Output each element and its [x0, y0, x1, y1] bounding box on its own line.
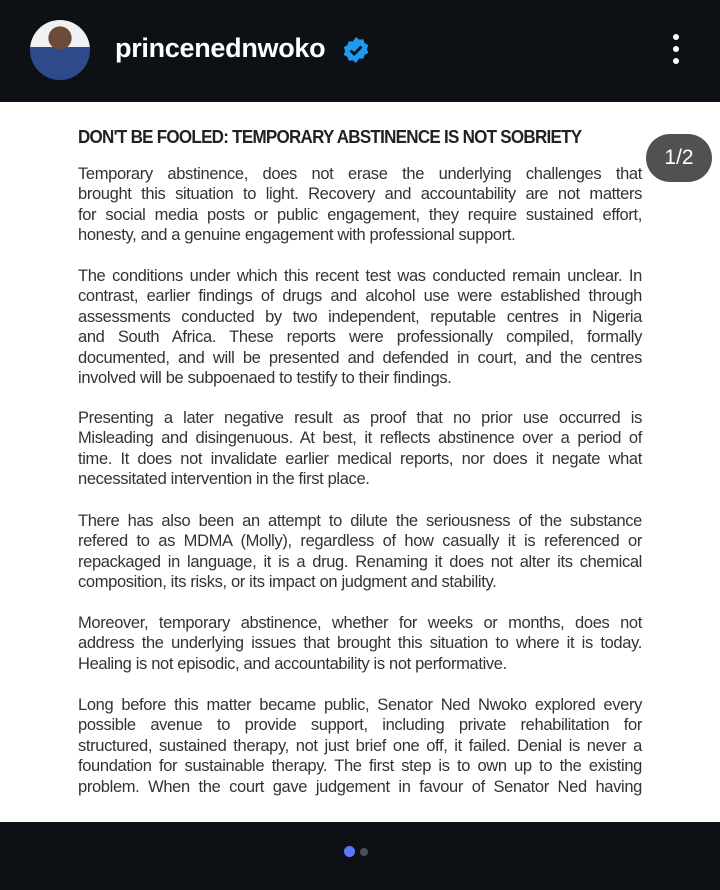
text-line: documented, and will be presented and defended in court, and the centres [78, 348, 642, 367]
text-line: address the underlying issues that brought this situation to where it is today. [78, 634, 642, 653]
avatar[interactable] [30, 20, 90, 80]
paragraph [78, 408, 642, 490]
verified-badge-icon [342, 36, 370, 64]
text-line: Moreover, temporary abstinence, whether for weeks or months, does not [78, 614, 642, 632]
text-line: problem. When the court gave judgement in favour of Senator Ned having [78, 777, 642, 796]
text-line: There has also been an attempt to dilute the seriousness of the substance [78, 512, 642, 530]
more-options-icon[interactable] [668, 34, 684, 68]
paragraph [78, 266, 642, 388]
text-line: The conditions under which this recent test was conducted remain unclear. In [78, 267, 642, 285]
carousel-indicator [344, 846, 368, 857]
text-line: Temporary abstinence, does not erase the underlying challenges that [78, 165, 642, 183]
username[interactable]: princenednwoko [115, 33, 326, 63]
paragraph [78, 613, 642, 674]
text-line: Long before this matter became public, Senator Ned Nwoko explored every [78, 696, 642, 714]
text-line: Healing is not episodic, and accountability is not performative. [78, 654, 507, 673]
carousel-dot-active[interactable] [344, 846, 355, 857]
text-line: Presenting a later negative result as proof that no prior use occurred is [78, 409, 642, 427]
text-line: involved will be subpoenaed to testify to their findings. [78, 368, 452, 387]
text-line: brought this situation to light. Recovery and accountability are not matters [78, 185, 642, 204]
text-line: contrast, earlier findings of drugs and alcohol use were established through [78, 287, 642, 306]
post-header [0, 0, 720, 102]
paragraph [78, 164, 642, 246]
text-line: Misleading and disingenuous. At best, it reflects abstinence over a period of [78, 429, 642, 448]
text-line: honesty, and a genuine engagement with professional support. [78, 226, 516, 245]
document-image [0, 102, 720, 822]
text-line: possible avenue to provide support, including private rehabilitation for [78, 716, 642, 735]
text-line: repackaged in language, it is a drug. Renaming it does not alter its chemical [78, 552, 642, 571]
document-title: DON'T BE FOOLED: TEMPORARY ABSTINENCE IS NOT SOBRIETY [78, 126, 582, 147]
text-line: for social media posts or public engagement, they require sustained effort, [78, 205, 642, 224]
paragraph [78, 511, 642, 593]
text-line: foundation for sustainable therapy. The first step is to own up to the existing [78, 757, 642, 776]
carousel-counter: 1/2 [646, 134, 712, 182]
text-line: and South Africa. These reports were professionally compiled, formally [78, 328, 642, 347]
text-line: structured, sustained therapy, not just brief one off, it failed. Denial is never a [78, 736, 642, 755]
text-line: assessments conducted by two independent, reputable centres in Nigeria [78, 307, 642, 326]
carousel-dot[interactable] [360, 848, 368, 856]
text-line: time. It does not invalidate earlier medical reports, nor does it negate what [78, 449, 642, 468]
paragraph [78, 695, 642, 797]
text-line: refered to as MDMA (Molly), regardless of how casually it is referenced or [78, 532, 642, 551]
text-line: necessitated intervention in the first place. [78, 470, 370, 489]
text-line: composition, its risks, or its impact on judgment and stability. [78, 573, 497, 592]
